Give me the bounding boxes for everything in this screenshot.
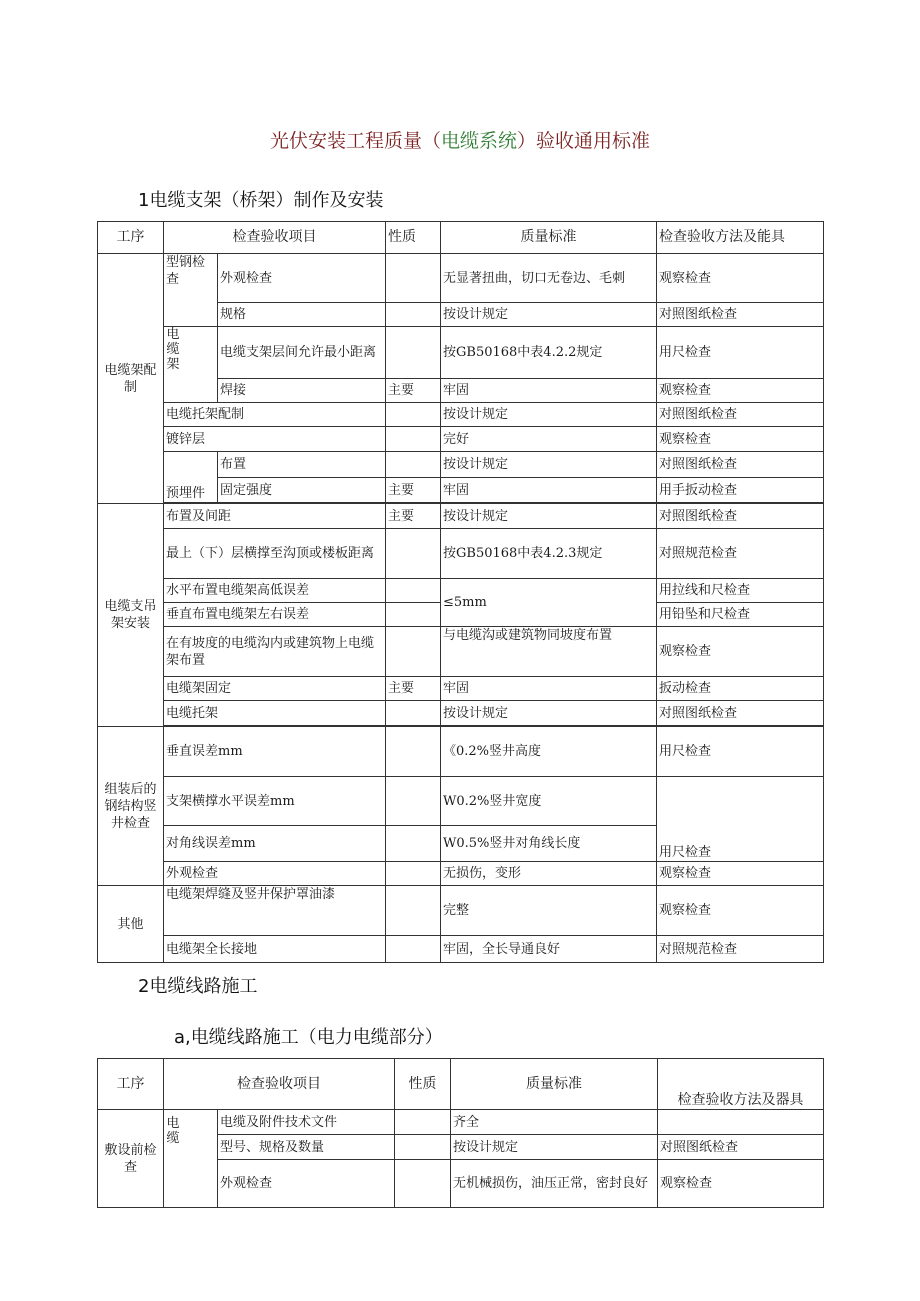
nature-cell	[386, 862, 441, 886]
item-cell: 支架横撑水平误差mm	[164, 777, 386, 826]
nature-cell	[386, 826, 441, 862]
nature-cell	[386, 529, 441, 579]
table-row	[98, 862, 824, 886]
method-cell: 观察检查	[657, 886, 824, 936]
header-nature: 性质	[386, 222, 441, 254]
table-row	[98, 452, 824, 478]
nature-cell	[395, 1135, 451, 1160]
item-cell: 最上（下）层横撑至沟顶或楼板距离	[164, 529, 386, 579]
item-cell: 电缆支架层间允许最小距离	[218, 327, 386, 379]
nature-cell	[386, 936, 441, 963]
standard-cell: 牢固	[441, 379, 657, 403]
table-row	[98, 254, 824, 303]
table-header	[98, 1059, 824, 1110]
subgroup-cell: 预埋件	[164, 452, 218, 503]
header-nature: 性质	[395, 1059, 451, 1110]
table-row	[98, 1110, 824, 1135]
section1-heading: 1电缆支架（桥架）制作及安装	[138, 190, 384, 211]
nature-cell: 主要	[386, 379, 441, 403]
nature-cell: 主要	[386, 478, 441, 503]
item-cell: 水平布置电缆架高低误差	[164, 579, 386, 603]
nature-cell	[386, 452, 441, 478]
item-cell: 垂直布置电缆架左右误差	[164, 603, 386, 627]
standard-cell: 《0.2%竖井高度	[441, 727, 657, 777]
table-row	[98, 403, 824, 427]
nature-cell	[386, 627, 441, 677]
process-cell: 敷设前检查	[98, 1110, 164, 1208]
nature-cell	[386, 427, 441, 452]
item-cell: 外观检查	[218, 254, 386, 303]
table-row	[98, 427, 824, 452]
standard-cell: 齐全	[451, 1110, 658, 1135]
table-row	[98, 677, 824, 701]
nature-cell	[395, 1110, 451, 1135]
standard-cell: 按GB50168中表4.2.2规定	[441, 327, 657, 379]
nature-cell	[386, 886, 441, 936]
method-cell: 用铅坠和尺检查	[657, 603, 824, 627]
header-item: 检查验收项目	[164, 1059, 395, 1110]
item-cell: 电缆架焊缝及竖井保护罩油漆	[164, 886, 386, 936]
standard-cell: 无损伤，变形	[441, 862, 657, 886]
method-cell: 对照图纸检查	[657, 452, 824, 478]
header-process: 工序	[98, 222, 164, 254]
method-cell: 用手扳动检查	[657, 478, 824, 503]
method-cell	[658, 1110, 824, 1135]
standard-cell: 无机械损伤，油压正常，密封良好	[451, 1160, 658, 1208]
standard-cell: 牢固，全长导通良好	[441, 936, 657, 963]
standard-cell: 按设计规定	[441, 701, 657, 726]
standard-cell: W0.5%竖井对角线长度	[441, 826, 657, 862]
standard-cell: 完好	[441, 427, 657, 452]
table-row	[98, 701, 824, 726]
method-cell: 对照图纸检查	[658, 1135, 824, 1160]
nature-cell	[386, 403, 441, 427]
table-row	[98, 886, 824, 936]
item-cell: 电缆托架配制	[164, 403, 386, 427]
standard-cell: 完整	[441, 886, 657, 936]
standard-cell: 无显著扭曲，切口无卷边、毛刺	[441, 254, 657, 303]
table-row	[98, 579, 824, 603]
standard-cell: W0.2%竖井宽度	[441, 777, 657, 826]
table-header	[98, 222, 824, 254]
item-cell: 镀锌层	[164, 427, 386, 452]
method-cell: 对照图纸检查	[657, 303, 824, 327]
item-cell: 对角线误差mm	[164, 826, 386, 862]
method-cell: 对照图纸检查	[657, 504, 824, 529]
method-cell: 观察检查	[658, 1160, 824, 1208]
method-cell: 观察检查	[657, 427, 824, 452]
item-cell: 外观检查	[218, 1160, 395, 1208]
item-cell: 型号、规格及数量	[218, 1135, 395, 1160]
section2-heading: 2电缆线路施工	[138, 976, 258, 997]
process-cell: 电缆支吊架安装	[98, 504, 164, 727]
method-cell: 观察检查	[657, 862, 824, 886]
item-cell: 外观检查	[164, 862, 386, 886]
nature-cell	[386, 579, 441, 603]
nature-cell	[386, 777, 441, 826]
nature-cell	[386, 327, 441, 379]
method-cell: 扳动检查	[657, 677, 824, 701]
nature-cell: 主要	[386, 677, 441, 701]
cable-table	[97, 1058, 824, 1208]
method-cell: 对照规范检查	[657, 529, 824, 579]
item-cell: 在有坡度的电缆沟内或建筑物上电缆架布置	[164, 627, 386, 677]
subgroup-cell: 型钢检查	[164, 254, 218, 327]
process-cell: 电缆架配制	[98, 254, 164, 504]
item-cell: 布置	[218, 452, 386, 478]
header-method: 检查验收方法及器具	[658, 1059, 824, 1110]
item-cell: 焊接	[218, 379, 386, 403]
table-row	[98, 777, 824, 826]
subgroup-cell: 电缆架	[166, 327, 180, 372]
standard-cell: 牢固	[441, 677, 657, 701]
method-cell: 用尺检查	[657, 327, 824, 379]
nature-cell	[386, 701, 441, 726]
process-cell: 组装后的钢结构竖井检查	[98, 727, 164, 886]
support-table	[97, 221, 824, 963]
subgroup-cell: 电缆	[166, 1116, 180, 1146]
standard-cell: 按设计规定	[451, 1135, 658, 1160]
item-cell: 规格	[218, 303, 386, 327]
table-row	[98, 627, 824, 677]
method-cell: 对照图纸检查	[657, 701, 824, 726]
method-cell: 对照规范检查	[657, 936, 824, 963]
method-cell: 观察检查	[657, 627, 824, 677]
standard-cell: 按设计规定	[441, 303, 657, 327]
table-row	[98, 727, 824, 777]
method-cell: 用拉线和尺检查	[657, 579, 824, 603]
method-cell: 观察检查	[657, 379, 824, 403]
item-cell: 垂直误差mm	[164, 727, 386, 777]
standard-cell: 牢固	[441, 478, 657, 503]
standard-cell: 与电缆沟或建筑物同坡度布置	[441, 627, 657, 677]
standard-cell: 按设计规定	[441, 452, 657, 478]
page-title: 光伏安装工程质量（电缆系统）验收通用标准	[269, 130, 651, 152]
item-cell: 电缆架固定	[164, 677, 386, 701]
method-cell: 观察检查	[657, 254, 824, 303]
process-cell: 其他	[98, 886, 164, 963]
item-cell: 固定强度	[218, 478, 386, 503]
item-cell: 电缆架全长接地	[164, 936, 386, 963]
standard-cell: 按设计规定	[441, 403, 657, 427]
item-cell: 电缆及附件技术文件	[218, 1110, 395, 1135]
nature-cell	[386, 603, 441, 627]
standard-cell: 按GB50168中表4.2.3规定	[441, 529, 657, 579]
method-cell: 用尺检查	[657, 777, 824, 862]
nature-cell	[386, 727, 441, 777]
nature-cell: 主要	[386, 504, 441, 529]
header-standard: 质量标准	[451, 1059, 658, 1110]
header-standard: 质量标准	[441, 222, 657, 254]
table-row	[98, 327, 824, 379]
standard-cell: 按设计规定	[441, 504, 657, 529]
nature-cell	[386, 303, 441, 327]
header-item: 检查验收项目	[164, 222, 386, 254]
table-row	[98, 529, 824, 579]
nature-cell	[395, 1160, 451, 1208]
item-cell: 布置及间距	[164, 504, 386, 529]
header-method: 检查验收方法及能具	[657, 222, 824, 254]
header-process: 工序	[98, 1059, 164, 1110]
method-cell: 用尺检查	[657, 727, 824, 777]
item-cell: 电缆托架	[164, 701, 386, 726]
nature-cell	[386, 254, 441, 303]
table-row	[98, 504, 824, 529]
table-row	[98, 936, 824, 963]
method-cell: 对照图纸检查	[657, 403, 824, 427]
standard-cell: ≤5mm	[441, 579, 657, 627]
section2a-heading: a,电缆线路施工（电力电缆部分）	[174, 1027, 443, 1048]
